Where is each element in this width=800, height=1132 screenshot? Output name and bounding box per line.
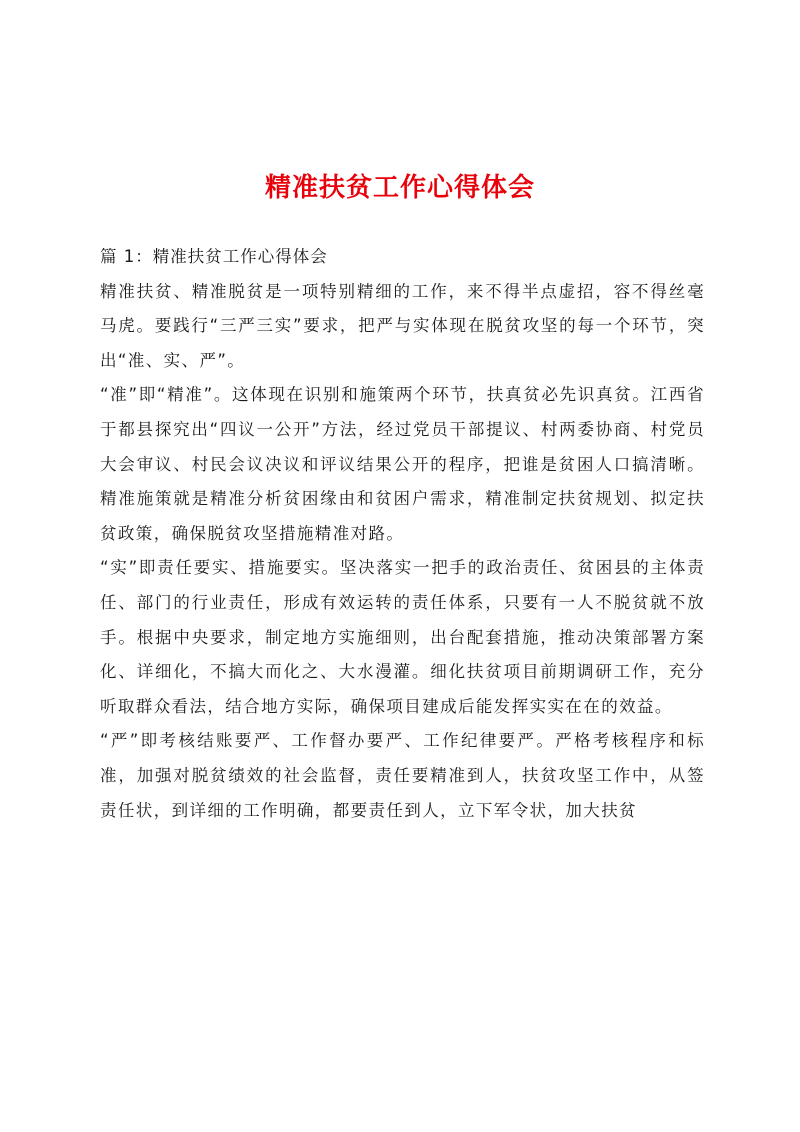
document-body [100, 240, 705, 828]
paragraph-zhun: “准”即“精准”。这体现在识别和施策两个环节，扶真贫必先识真贫。江西省于都县探究出“四议一公开”方法，经过党员干部提议、村两委协商、村党员大会审议、村民会议决议和评议结果公开的程序，把谁是贫困人口搞清晰。精准施策就是精准分析贫困缘由和贫困户需求，精准制定扶贫规划、拟定扶贫政策，确保脱贫攻坚措施精准对路。 [100, 385, 705, 543]
document-title: 精准扶贫工作心得体会 [264, 173, 535, 203]
paragraph-intro: 精准扶贫、精准脱贫是一项特别精细的工作，来不得半点虚招，容不得丝毫马虎。要践行“三严三实”要求，把严与实体现在脱贫攻坚的每一个环节，突出“准、实、严”。 [100, 281, 705, 370]
section-subheading: 篇 1：精准扶贫工作心得体会 [100, 247, 328, 266]
paragraph-yan: “严”即考核结账要严、工作督办要严、工作纪律要严。严格考核程序和标准，加强对脱贫绩效的社会监督，责任要精准到人，扶贫攻坚工作中，从签责任状，到详细的工作明确，都要责任到人，立下军令状，加大扶贫 [100, 731, 705, 820]
paragraph-shi: “实”即责任要实、措施要实。坚决落实一把手的政治责任、贫困县的主体责任、部门的行业责任，形成有效运转的责任体系，只要有一人不脱贫就不放手。根据中央要求，制定地方实施细则，出台配套措施，推动决策部署方案化、详细化，不搞大而化之、大水漫灌。细化扶贫项目前期调研工作，充分听取群众看法，结合地方实际，确保项目建成后能发挥实实在在的效益。 [100, 558, 705, 716]
